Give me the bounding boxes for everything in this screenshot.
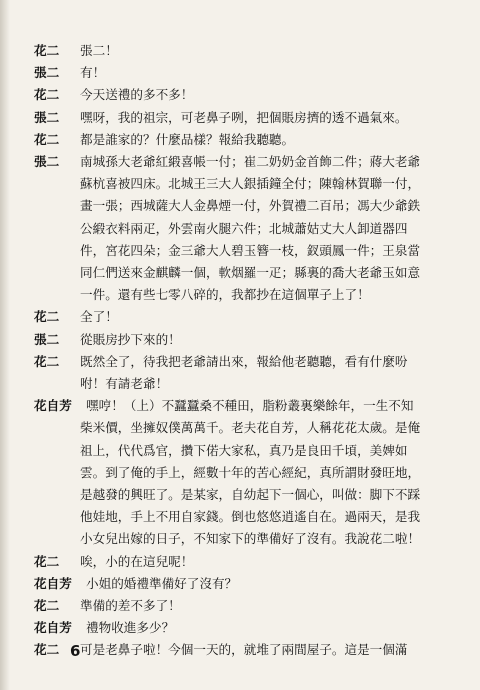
dialogue-line	[34, 240, 462, 262]
dialogue-text: 都是誰家的？什麼品樣？報給我聽聽。	[80, 131, 295, 147]
dialogue-text: 唉，小的在這兒呢！	[80, 553, 194, 569]
dialogue-text: 全了！	[80, 309, 118, 325]
dialogue-text: 咐！有請老爺！	[80, 376, 169, 392]
speaker-name: 花二	[34, 87, 60, 103]
dialogue-line	[34, 617, 462, 639]
dialogue-line	[34, 395, 462, 417]
speaker-name: 花二	[34, 553, 60, 569]
dialogue-line	[34, 262, 462, 284]
dialogue-text: 同仁們送來金麒麟一個，軟烟羅一疋；縣裏的喬大老爺玉如意	[80, 265, 421, 281]
speaker-name: 張二	[34, 109, 60, 125]
speaker-name: 花二	[34, 43, 60, 58]
dialogue-text: 既然全了，待我把老爺請出來，報給他老聽聽，看有什麼吩	[80, 353, 408, 369]
speaker-name: 花自芳	[34, 398, 72, 414]
speaker-name: 花二	[34, 598, 60, 614]
dialogue-line	[34, 506, 462, 528]
dialogue-line	[34, 84, 462, 106]
dialogue-text: 柴米價，坐擁奴僕萬萬千。老夫花自芳，人稱花花太歲。是俺	[80, 420, 421, 436]
dialogue-line	[34, 573, 462, 595]
dialogue-text: 有！	[80, 65, 106, 81]
dialogue-line	[34, 151, 462, 173]
dialogue-text: 準備的差不多了！	[80, 598, 181, 614]
dialogue-line	[34, 195, 462, 217]
dialogue-text: 一件。還有些七零八碎的，我都抄在這個單子上了！	[80, 287, 370, 303]
speaker-name: 張二	[34, 331, 60, 347]
dialogue-text: 雲。到了俺的手上，經數十年的苦心經紀，真所謂財發旺地，	[80, 464, 421, 480]
speaker-name: 花二	[34, 642, 60, 658]
speaker-name: 花自芳	[34, 575, 72, 591]
dialogue-text: 件，宮花四朵；金三爺大人碧玉簪一枝，釵頭鳳一件；王泉當	[80, 242, 421, 258]
page-number: 6	[70, 642, 81, 660]
dialogue-line	[34, 62, 462, 84]
dialogue-text: 可是老鼻子啦！今個一天的，就堆了兩間屋子。這是一個滿	[80, 642, 408, 658]
dialogue-line	[34, 351, 462, 373]
dialogue-line	[34, 639, 462, 661]
dialogue-line	[34, 218, 462, 240]
dialogue-line	[34, 40, 462, 62]
dialogue-text: 今天送禮的多不多！	[80, 87, 194, 103]
speaker-name: 花二	[34, 309, 60, 325]
dialogue-text: 嘿哼！（上）不蠶蠶桑不種田，脂粉叢裏樂餘年，一生不知	[86, 398, 414, 414]
dialogue-text: 畫一張；西城薩大人金鼻煙一付，外賀禮二百吊；馮大少爺鉄	[80, 198, 421, 214]
dialogue-text: 南城孫大老爺紅緞喜帳一付；崔二奶奶金首飾二件；蔣大老爺	[80, 154, 421, 170]
page-edge-shadow	[0, 0, 10, 690]
dialogue-line	[34, 484, 462, 506]
speaker-name: 花二	[34, 131, 60, 147]
speaker-name: 張二	[34, 65, 60, 81]
dialogue-line	[34, 373, 462, 395]
dialogue-text: 他娃地，手上不用自家錢。倒也悠悠逍遙自在。過兩天，是我	[80, 509, 421, 525]
dialogue-line	[34, 329, 462, 351]
dialogue-line	[34, 284, 462, 306]
dialogue-text: 張二！	[80, 43, 118, 58]
dialogue-text: 小姐的婚禮準備好了沒有？	[86, 575, 238, 591]
dialogue-text: 禮物收進多少？	[86, 620, 175, 636]
dialogue-line	[34, 129, 462, 151]
dialogue-line	[34, 417, 462, 439]
dialogue-line	[34, 440, 462, 462]
dialogue-line	[34, 528, 462, 550]
dialogue-text: 公緞衣料兩疋，外雲南火腿六件；北城蕭姑丈大人卸道器四	[80, 220, 408, 236]
dialogue-text: 祖上，代代爲官，攢下偌大家私，真乃是良田千頃，美婢如	[80, 442, 408, 458]
dialogue-line	[34, 173, 462, 195]
dialogue-line	[34, 306, 462, 328]
dialogue-line	[34, 107, 462, 129]
dialogue-text: 嘿呀，我的祖宗，可老鼻子咧，把個賬房擠的透不過氣來。	[80, 109, 408, 125]
speaker-name: 花二	[34, 353, 60, 369]
script-body	[34, 40, 462, 662]
speaker-name: 張二	[34, 154, 60, 170]
dialogue-line	[34, 462, 462, 484]
speaker-name: 花自芳	[34, 620, 72, 636]
dialogue-text: 是越發的興旺了。是某家，自幼起下一個心，叫做：脚下不踩	[80, 487, 421, 503]
dialogue-line	[34, 551, 462, 573]
dialogue-text: 小女兒出嫁的日子，不知家下的準備好了沒有。我說花二啦！	[80, 531, 421, 547]
dialogue-line	[34, 595, 462, 617]
dialogue-text: 蘇杭喜被四床。北城王三大人銀插鐘全付；陳翰林賀聯一付，	[80, 176, 421, 192]
dialogue-text: 從賬房抄下來的！	[80, 331, 181, 347]
